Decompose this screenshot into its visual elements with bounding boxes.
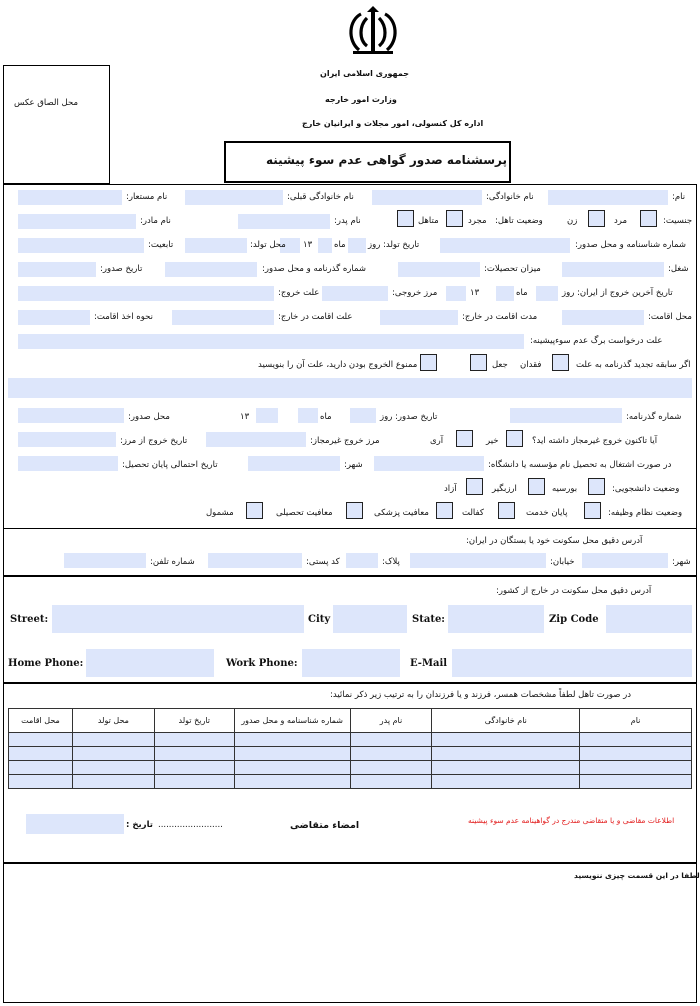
nationality-field[interactable] — [18, 238, 144, 253]
family-field[interactable] — [372, 190, 482, 205]
res-type-field[interactable] — [18, 310, 90, 325]
table-cell[interactable] — [154, 775, 234, 789]
name-field[interactable] — [548, 190, 668, 205]
home-phone-label: Home Phone: — [8, 658, 84, 669]
military-medical-checkbox[interactable] — [436, 502, 453, 519]
mother-field[interactable] — [18, 214, 136, 229]
military-edu-exempt-label: معافیت تحصیلی — [276, 508, 333, 518]
gender-female-checkbox[interactable] — [588, 210, 605, 227]
renewal-lost-checkbox[interactable] — [552, 354, 569, 371]
col-name: نام — [580, 709, 692, 733]
nationality-label: تابعیت: — [148, 240, 174, 250]
passport-number-field[interactable] — [510, 408, 622, 423]
passport-number-label: شماره گذرنامه: — [626, 412, 682, 422]
prev-family-field[interactable] — [185, 190, 283, 205]
passport-issue-place-field[interactable] — [18, 408, 124, 423]
res-type-label: نحوه اخذ اقامت: — [94, 312, 153, 322]
free-label: آزاد — [444, 484, 457, 494]
name-label: نام: — [672, 192, 686, 202]
table-cell[interactable] — [154, 747, 234, 761]
family-table-header — [9, 709, 692, 733]
residence-field[interactable] — [562, 310, 644, 325]
state-label: State: — [412, 614, 445, 625]
married-label: متاهل — [418, 216, 439, 226]
illegal-date-label: تاریخ خروج از مرز: — [120, 436, 188, 446]
zip-field[interactable] — [606, 605, 692, 633]
residence-label: محل اقامت: — [648, 312, 692, 322]
request-reason-field[interactable] — [18, 334, 524, 349]
signature-line: ........................ — [158, 820, 223, 830]
col-residence: محل اقامت — [9, 709, 73, 733]
table-cell[interactable] — [350, 775, 432, 789]
header-line-3: اداره کل کنسولی، امور مجلات و ایرانیان خارج — [302, 119, 484, 128]
table-cell[interactable] — [234, 733, 350, 747]
illegal-no-checkbox[interactable] — [506, 430, 523, 447]
table-cell[interactable] — [350, 761, 432, 775]
iran-phone-field[interactable] — [64, 553, 146, 568]
table-row — [9, 733, 692, 747]
family-label: نام خانوادگی: — [486, 192, 534, 202]
zip-label: Zip Code — [549, 614, 599, 625]
iran-address-divider — [3, 528, 697, 529]
applicant-sign-label: امضاء متقاضی — [290, 820, 360, 831]
iran-plaque-field[interactable] — [346, 553, 378, 568]
exit-year-prefix: ۱۳ — [470, 288, 480, 298]
table-cell[interactable] — [580, 775, 692, 789]
table-cell[interactable] — [154, 761, 234, 775]
table-cell[interactable] — [72, 761, 154, 775]
table-cell[interactable] — [580, 747, 692, 761]
table-cell[interactable] — [234, 775, 350, 789]
signature-warning: اطلاعات مقاضی و یا متقاضی مندرج در گواهینامه عدم سوء پیشینه — [468, 816, 675, 825]
passport-no-place-field[interactable] — [165, 262, 257, 277]
table-cell[interactable] — [432, 733, 580, 747]
exit-month-label: ماه — [516, 288, 528, 298]
student-scholarship-checkbox[interactable] — [588, 478, 605, 495]
study-end-date-field[interactable] — [18, 456, 118, 471]
alias-label: نام مستعار: — [126, 192, 168, 202]
issue-date-label: تاریخ صدور: — [100, 264, 143, 274]
iran-address-heading: آدرس دقیق محل سکونت خود یا بستگان در ایران: — [466, 536, 643, 546]
iran-plaque-label: پلاک: — [382, 557, 400, 567]
sign-date-field[interactable] — [26, 814, 124, 834]
birth-day-field[interactable] — [348, 238, 366, 253]
duration-label: مدت اقامت در خارج: — [462, 312, 538, 322]
photo-box — [3, 65, 110, 184]
table-cell[interactable] — [72, 733, 154, 747]
education-field[interactable] — [398, 262, 480, 277]
photo-label: محل الصاق عکس — [14, 98, 78, 108]
gender-male-checkbox[interactable] — [640, 210, 657, 227]
iran-phone-label: شماره تلفن: — [150, 557, 195, 567]
table-row — [9, 747, 692, 761]
passport-month-label: ماه — [320, 412, 332, 422]
passport-issue-place-label: محل صدور: — [128, 412, 170, 422]
job-field[interactable] — [562, 262, 664, 277]
table-cell[interactable] — [580, 761, 692, 775]
iran-emblem-logo — [343, 6, 403, 58]
state-field[interactable] — [448, 605, 544, 633]
marital-label: وضعیت تاهل: — [495, 216, 543, 226]
military-bail-checkbox[interactable] — [498, 502, 515, 519]
currency-label: ارزبگیر — [492, 484, 517, 494]
last-exit-month-field[interactable] — [496, 286, 514, 301]
illegal-yes-label: آری — [430, 436, 444, 446]
table-cell[interactable] — [580, 733, 692, 747]
id-place-field[interactable] — [440, 238, 570, 253]
renewal-fake-checkbox[interactable] — [470, 354, 487, 371]
col-family: نام خانوادگی — [432, 709, 580, 733]
renewal-banned-checkbox[interactable] — [420, 354, 437, 371]
table-cell[interactable] — [432, 747, 580, 761]
table-cell[interactable] — [350, 747, 432, 761]
birth-month-label: ماه — [334, 240, 346, 250]
iran-street-field[interactable] — [410, 553, 546, 568]
student-currency-checkbox[interactable] — [528, 478, 545, 495]
passport-no-place-label: شماره گذرنامه و محل صدور: — [262, 264, 367, 274]
work-phone-label: Work Phone: — [226, 658, 298, 669]
passport-issue-year-field[interactable] — [256, 408, 278, 423]
family-table — [8, 708, 692, 789]
col-birth-place: محل تولد — [72, 709, 154, 733]
iran-city-field[interactable] — [582, 553, 668, 568]
illegal-yes-checkbox[interactable] — [456, 430, 473, 447]
table-cell[interactable] — [234, 761, 350, 775]
street-label: Street: — [10, 614, 49, 625]
table-row — [9, 775, 692, 789]
scholarship-label: بورسیه — [552, 484, 578, 494]
table-cell[interactable] — [72, 747, 154, 761]
birth-place-field[interactable] — [185, 238, 247, 253]
marital-single-checkbox[interactable] — [446, 210, 463, 227]
passport-year-prefix: ۱۳ — [240, 412, 250, 422]
illegal-date-field[interactable] — [18, 432, 116, 447]
job-label: شغل: — [668, 264, 689, 274]
office-note: لطفا در این قسمت چیزی ننویسید — [574, 871, 700, 880]
work-phone-field[interactable] — [302, 649, 400, 677]
table-cell[interactable] — [234, 747, 350, 761]
military-bail-label: کفالت — [462, 508, 484, 518]
exit-border-label: مرز خروجی: — [392, 288, 438, 298]
last-exit-label: تاریخ آخرین خروج از ایران: روز — [562, 288, 673, 298]
renewal-explanation-field[interactable] — [8, 378, 692, 398]
sign-date-label: تاریخ : — [126, 820, 153, 830]
student-free-checkbox[interactable] — [466, 478, 483, 495]
birth-date-label: تاریخ تولد: روز — [368, 240, 420, 250]
illegal-border-label: مرز خروج غیرمجاز: — [310, 436, 380, 446]
military-done-label: پایان خدمت — [526, 508, 568, 518]
military-subject-label: مشمول — [206, 508, 234, 518]
birth-place-label: محل تولد: — [250, 240, 286, 250]
illegal-no-label: خیر — [486, 436, 499, 446]
last-exit-day-field[interactable] — [536, 286, 558, 301]
col-birth-date: تاریخ تولد — [154, 709, 234, 733]
table-cell[interactable] — [9, 747, 73, 761]
passport-issue-date-label: تاریخ صدور: روز — [380, 412, 438, 422]
table-cell[interactable] — [350, 733, 432, 747]
exit-border-field[interactable] — [322, 286, 388, 301]
study-city-label: شهر: — [344, 460, 363, 470]
military-edu-exempt-checkbox[interactable] — [346, 502, 363, 519]
col-id: شماره شناسنامه و محل صدور — [234, 709, 350, 733]
table-row — [9, 761, 692, 775]
iran-postal-label: کد پستی: — [306, 557, 340, 567]
study-end-date-label: تاریخ احتمالی پایان تحصیل: — [122, 460, 218, 470]
renewal-label: اگر سابقه تجدید گذرنامه به علت — [576, 360, 691, 370]
female-label: زن — [567, 216, 578, 226]
header-line-1: جمهوری اسلامی ایران — [320, 69, 409, 78]
fake-label: جعل — [492, 360, 508, 370]
prev-family-label: نام خانوادگی قبلی: — [287, 192, 354, 202]
col-father: نام پدر — [350, 709, 432, 733]
father-label: نام پدر: — [334, 216, 361, 226]
city-field[interactable] — [333, 605, 407, 633]
father-field[interactable] — [238, 214, 330, 229]
birth-year-prefix: ۱۳ — [303, 240, 313, 250]
illegal-exit-label: آیا تاکنون خروج غیرمجاز داشته اید؟ — [532, 436, 658, 446]
iran-street-label: خیابان: — [550, 557, 575, 567]
duration-field[interactable] — [380, 310, 458, 325]
table-cell[interactable] — [154, 733, 234, 747]
alias-field[interactable] — [18, 190, 122, 205]
street-field[interactable] — [52, 605, 304, 633]
family-heading: در صورت تاهل لطفاً مشخصات همسر، فرزند و یا فرزندان را به ترتیب زیر ذکر نمائید: — [330, 690, 632, 700]
military-label: وضعیت نظام وظیفه: — [608, 508, 683, 518]
military-medical-label: معافیت پزشکی — [374, 508, 429, 518]
abroad-address-heading: آدرس دقیق محل سکونت در خارج از کشور: — [496, 586, 652, 596]
marital-married-checkbox[interactable] — [397, 210, 414, 227]
study-label: در صورت اشتغال به تحصیل نام مؤسسه یا دانشگاه: — [488, 460, 672, 470]
exit-reason-field[interactable] — [18, 286, 274, 301]
student-status-label: وضعیت دانشجویی: — [612, 484, 680, 494]
education-label: میزان تحصیلات: — [484, 264, 541, 274]
res-reason-field[interactable] — [172, 310, 274, 325]
illegal-border-field[interactable] — [206, 432, 306, 447]
lost-label: فقدان — [520, 360, 542, 370]
table-cell[interactable] — [432, 775, 580, 789]
issue-date-field[interactable] — [18, 262, 96, 277]
request-reason-label: علت درخواست برگ عدم سوءپیشینه: — [530, 336, 663, 346]
iran-postal-field[interactable] — [208, 553, 302, 568]
birth-month-field[interactable] — [318, 238, 332, 253]
id-place-label: شماره شناسنامه و محل صدور: — [575, 240, 686, 250]
table-cell[interactable] — [9, 775, 73, 789]
table-cell[interactable] — [9, 733, 73, 747]
city-label: City — [308, 614, 331, 625]
military-done-checkbox[interactable] — [584, 502, 601, 519]
email-label: E-Mail — [410, 658, 448, 669]
single-label: مجرد — [468, 216, 487, 226]
mother-label: نام مادر: — [140, 216, 171, 226]
banned-label: ممنوع الخروج بودن دارید، علت آن را بنویسید — [258, 360, 418, 370]
military-subject-checkbox[interactable] — [246, 502, 263, 519]
res-reason-label: علت اقامت در خارج: — [278, 312, 353, 322]
passport-issue-day-field[interactable] — [350, 408, 376, 423]
header-line-2: وزارت امور خارجه — [325, 95, 397, 104]
title-box — [224, 141, 511, 183]
last-exit-year-field[interactable] — [446, 286, 466, 301]
exit-reason-label: علت خروج: — [278, 288, 320, 298]
study-city-field[interactable] — [248, 456, 340, 471]
home-phone-field[interactable] — [86, 649, 214, 677]
table-cell[interactable] — [432, 761, 580, 775]
page-title: پرسشنامه صدور گواهی عدم سوء پیشینه — [266, 153, 508, 167]
table-cell[interactable] — [9, 761, 73, 775]
study-field[interactable] — [374, 456, 484, 471]
email-field[interactable] — [452, 649, 692, 677]
iran-city-label: شهر: — [672, 557, 691, 567]
male-label: مرد — [614, 216, 628, 226]
office-section — [3, 863, 697, 1003]
passport-issue-month-field[interactable] — [298, 408, 318, 423]
gender-label: جنسیت: — [663, 216, 693, 226]
table-cell[interactable] — [72, 775, 154, 789]
